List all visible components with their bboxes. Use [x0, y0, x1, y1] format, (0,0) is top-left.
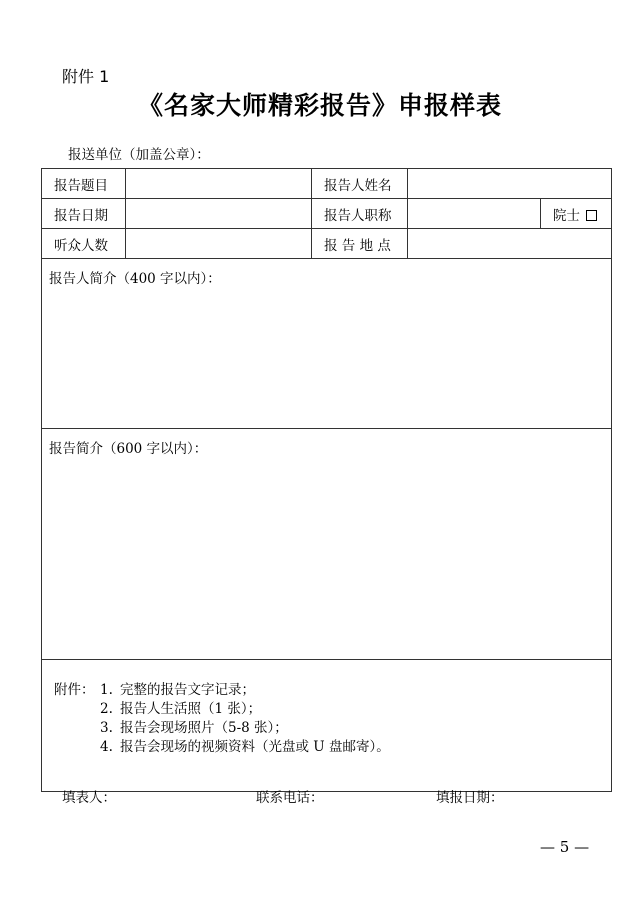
academician-label: 院士	[553, 207, 580, 224]
attachments-list	[54, 681, 611, 757]
speaker-title-field[interactable]	[408, 199, 541, 229]
report-summary-label: 报告简介（600 字以内）：	[49, 441, 208, 457]
report-title-label: 报告题目	[42, 169, 126, 199]
item-text: 报告人生活照（1 张）；	[120, 701, 262, 717]
report-location-label: 报 告 地 点	[312, 229, 408, 259]
speaker-title-label: 报告人职称	[312, 199, 408, 229]
item-text: 报告会现场照片（5-8 张）；	[120, 720, 288, 736]
speaker-name-field[interactable]	[408, 169, 612, 199]
academician-checkbox[interactable]	[586, 210, 597, 221]
fill-date-label: 填报日期：	[436, 790, 504, 806]
list-item	[54, 681, 611, 700]
item-number: 1.	[100, 682, 113, 698]
submitting-unit-label: 报送单位（加盖公章）：	[68, 147, 210, 163]
speaker-bio-cell[interactable]	[42, 259, 612, 429]
audience-count-label: 听众人数	[42, 229, 126, 259]
table-row	[42, 429, 612, 660]
report-date-label: 报告日期	[42, 199, 126, 229]
form-title: 《名家大师精彩报告》申报样表	[137, 91, 502, 120]
item-number: 3.	[100, 720, 113, 736]
item-number: 4.	[100, 739, 113, 755]
attachment-label: 附件 1	[62, 67, 110, 86]
item-number: 2.	[100, 701, 113, 717]
table-row	[42, 229, 612, 259]
table-row	[42, 169, 612, 199]
table-row	[42, 199, 612, 229]
academician-option[interactable]	[541, 199, 612, 229]
speaker-name-label: 报告人姓名	[312, 169, 408, 199]
speaker-bio-label: 报告人简介（400 字以内）：	[49, 271, 221, 287]
list-item	[54, 738, 611, 757]
list-item	[54, 700, 611, 719]
form-filler-label: 填表人：	[62, 790, 116, 806]
report-date-field[interactable]	[126, 199, 312, 229]
list-item	[54, 719, 611, 738]
item-text: 完整的报告文字记录；	[120, 682, 255, 698]
report-summary-cell[interactable]	[42, 429, 612, 660]
page-number: — 5 —	[540, 838, 590, 856]
attachments-heading: 附件：	[54, 682, 95, 698]
attachments-cell	[42, 660, 612, 792]
report-title-field[interactable]	[126, 169, 312, 199]
contact-phone-label: 联系电话：	[256, 790, 324, 806]
table-row	[42, 259, 612, 429]
report-location-field[interactable]	[408, 229, 612, 259]
item-text: 报告会现场的视频资料（光盘或 U 盘邮寄）。	[120, 739, 390, 755]
application-form-table	[41, 168, 612, 792]
audience-count-field[interactable]	[126, 229, 312, 259]
table-row	[42, 660, 612, 792]
